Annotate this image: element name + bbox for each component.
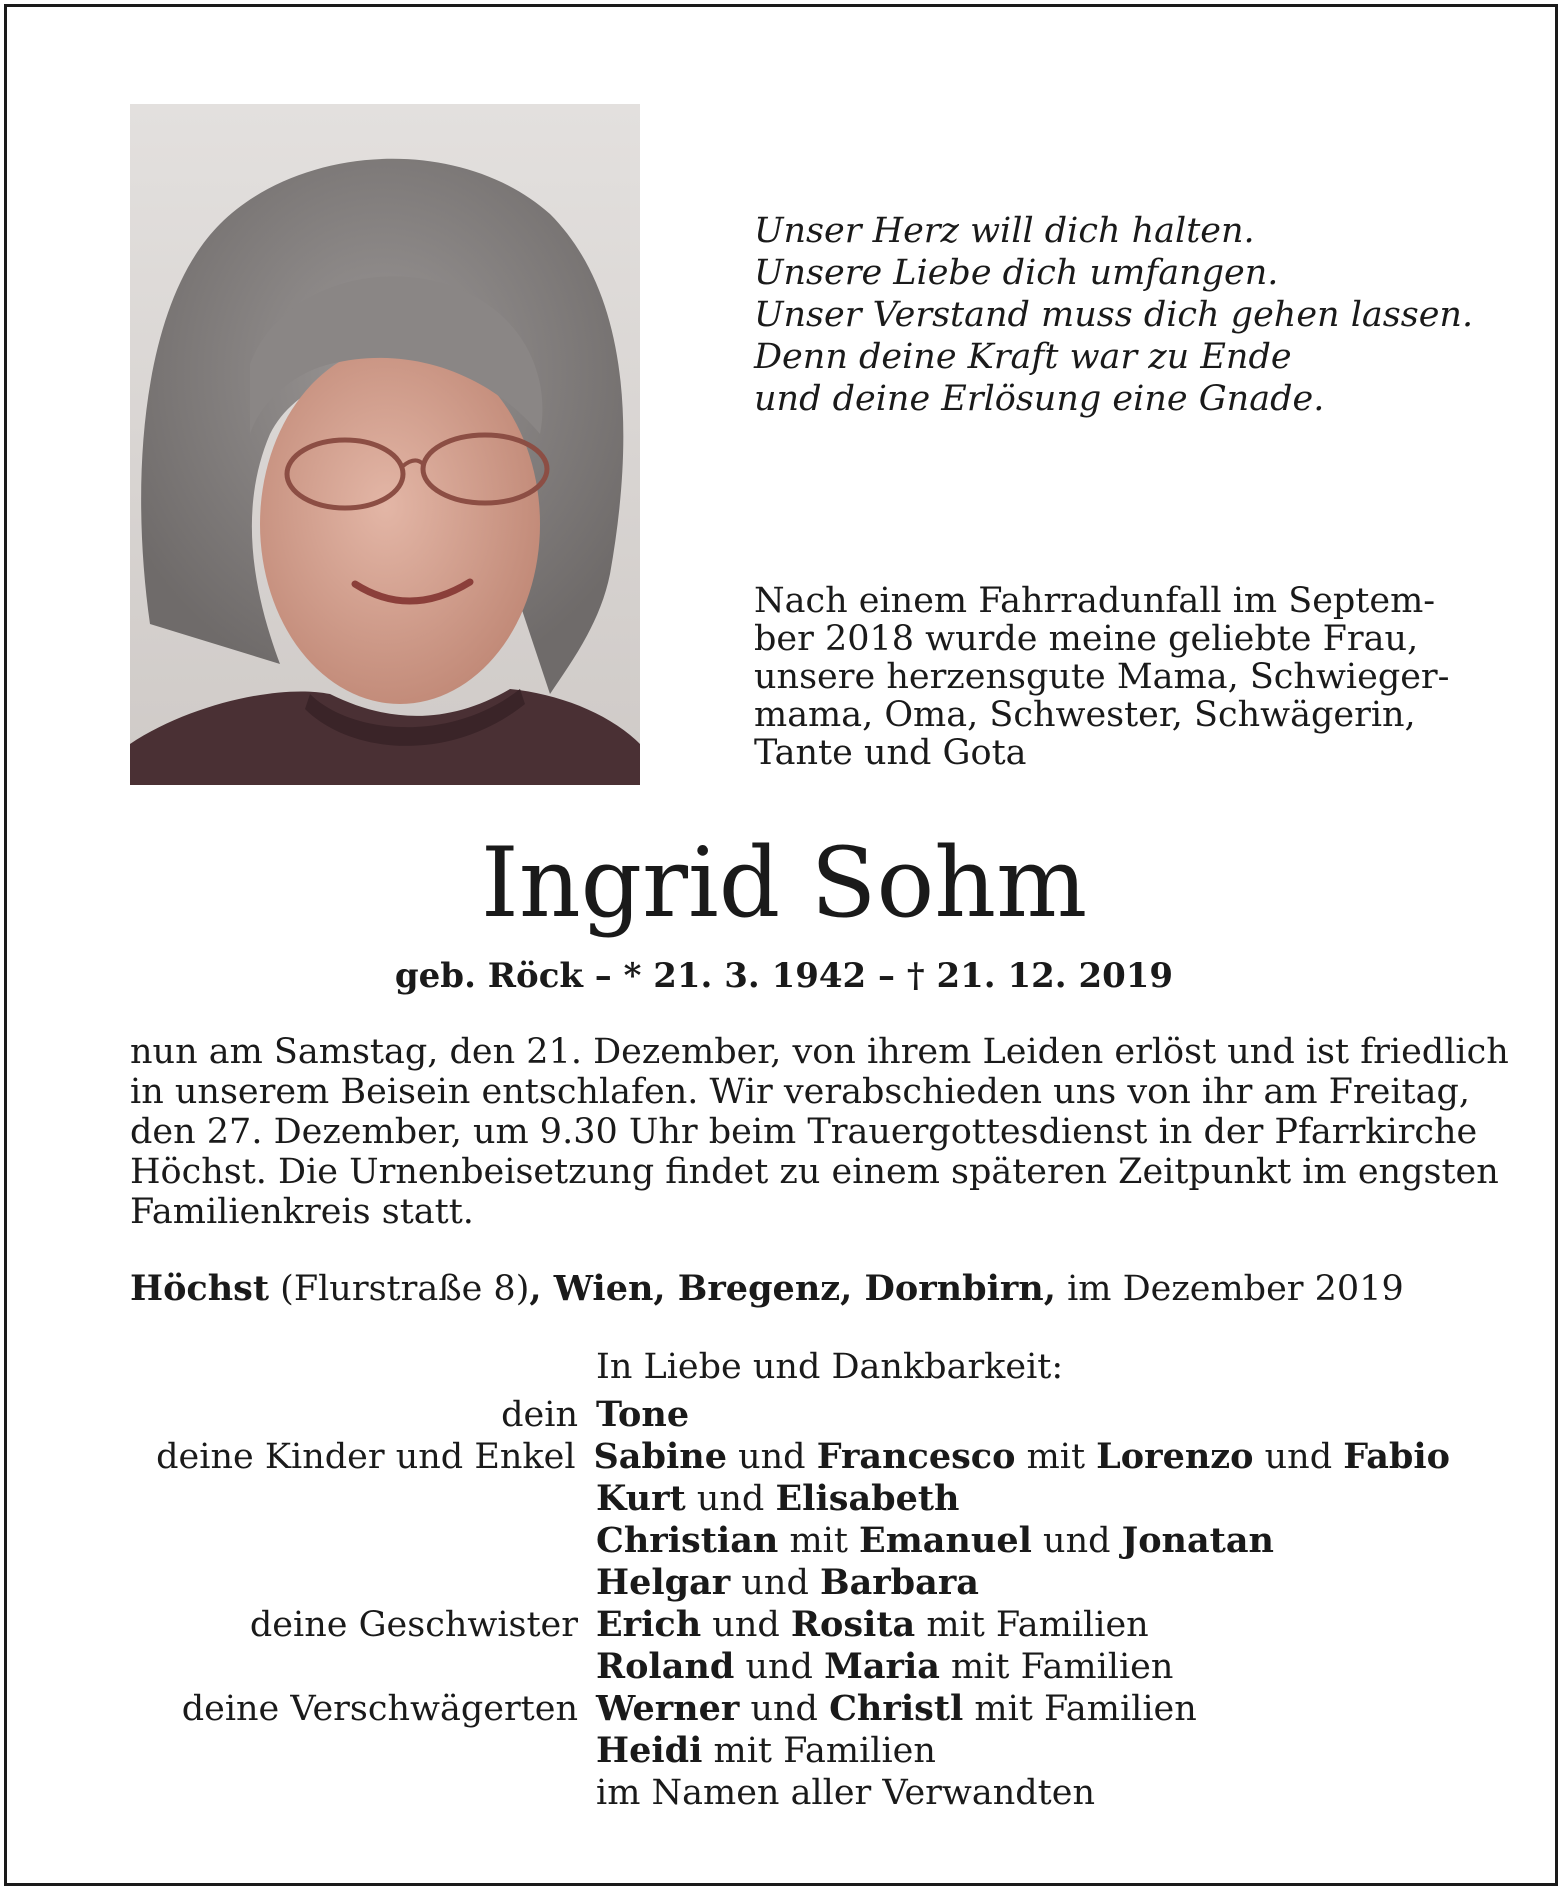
mourner-name: Christian [596,1520,779,1561]
mourner-name: Erich [596,1604,702,1645]
place-date: im Dezember 2019 [1055,1269,1404,1309]
mourner-names [596,1730,936,1772]
poem-line: Unser Herz will dich halten. [754,211,1255,251]
announcement-line: den 27. Dezember, um 9.30 Uhr beim Trauergottesdienst in der Pfarrkirche [130,1112,1478,1152]
relation-label [130,1562,596,1604]
birth-death-dates: geb. Röck – * 21. 3. 1942 – † 21. 12. 2019 [394,956,1174,996]
connector-text: und [701,1605,791,1645]
mourner-row [130,1520,1450,1562]
mourner-names [594,1436,1450,1478]
place-address: (Flurstraße 8) [269,1269,530,1309]
relation-label: deine Kinder und Enkel [156,1437,576,1477]
mourner-row [130,1436,1450,1478]
mourner-row [130,1730,1450,1772]
mourner-name: Francesco [816,1436,1016,1477]
place-and-date [130,1268,1404,1310]
relation-label: deine Geschwister [249,1605,578,1645]
relation-label [130,1520,596,1562]
connector-text: und [685,1479,776,1519]
mourner-names [596,1478,959,1520]
poem-line: und deine Erlösung eine Gnade. [754,379,1325,419]
mourner-name: Rosita [790,1604,916,1645]
mourner-row [130,1772,1450,1814]
connector-text: mit Familien [915,1605,1149,1645]
mourner-name: Helgar [596,1562,731,1603]
mourner-name: Tone [596,1394,690,1435]
relation-label [130,1730,596,1772]
connector-text: mit [778,1521,860,1561]
mourner-names [596,1394,689,1436]
announcement-text [130,1032,1509,1232]
place-main: Höchst [130,1268,270,1309]
mourner-name: Maria [824,1646,940,1687]
announcement-line: nun am Samstag, den 21. Dezember, von ihrem Leiden erlöst und ist friedlich [130,1032,1509,1072]
mourner-names [596,1520,1274,1562]
mourner-name: Barbara [819,1562,979,1603]
connector-text: mit Familien [702,1731,936,1771]
mourner-names [596,1772,1095,1814]
mourner-row [130,1394,1450,1436]
relation-label: dein [501,1395,578,1435]
mourner-name: Werner [596,1688,740,1729]
mourner-names [596,1646,1173,1688]
connector-text: und [730,1563,820,1603]
portrait-photo [130,104,640,785]
connector-text: mit Familien [939,1647,1174,1687]
connector-text: im Namen aller Verwandten [596,1773,1095,1813]
relation-label [130,1772,596,1814]
intro-line: ber 2018 wurde meine geliebte Frau, [754,619,1419,659]
intro-line: unsere herzensgute Mama, Schwieger- [754,657,1450,697]
intro-text [754,581,1450,773]
signoff: In Liebe und Dankbarkeit: [596,1347,1064,1387]
intro-line: Tante und Gota [754,733,1027,773]
poem-line: Denn deine Kraft war zu Ende [754,337,1292,377]
mourner-row [130,1688,1450,1730]
place-other-cities: , Wien, Bregenz, Dornbirn, [529,1268,1056,1309]
mourner-row [130,1646,1450,1688]
mourner-names [596,1562,979,1604]
portrait-illustration [130,104,640,785]
relation-label: deine Verschwägerten [181,1689,578,1729]
relation-label [130,1478,596,1520]
connector-text: mit [1015,1437,1097,1477]
mourner-name: Elisabeth [775,1478,960,1519]
poem-line: Unser Verstand muss dich gehen lassen. [754,295,1474,335]
connector-text: und [739,1689,830,1729]
mourner-name: Sabine [593,1436,727,1477]
mourner-name: Jonatan [1121,1520,1274,1561]
connector-text: und [734,1647,825,1687]
announcement-line: in unserem Beisein entschlafen. Wir verabschieden uns von ihr am Freitag, [130,1072,1471,1112]
connector-text: mit Familien [963,1689,1197,1729]
intro-line: Nach einem Fahrradunfall im Septem- [754,581,1436,621]
mourner-row [130,1478,1450,1520]
mourner-name: Kurt [596,1478,686,1519]
poem-line: Unsere Liebe dich umfangen. [754,253,1279,293]
mourner-name: Christl [829,1688,964,1729]
deceased-name: Ingrid Sohm [480,827,1088,939]
mourner-name: Fabio [1343,1436,1450,1477]
mourner-names [596,1604,1149,1646]
mourner-name: Lorenzo [1096,1436,1254,1477]
mourner-row [130,1604,1450,1646]
mourner-names [596,1688,1197,1730]
mourners-list [130,1394,1450,1814]
mourner-name: Roland [596,1646,735,1687]
mourner-name: Emanuel [859,1520,1032,1561]
connector-text: und [726,1437,817,1477]
connector-text: und [1253,1437,1344,1477]
mourner-row [130,1562,1450,1604]
intro-line: mama, Oma, Schwester, Schwägerin, [754,695,1416,735]
connector-text: und [1031,1521,1122,1561]
announcement-line: Familienkreis statt. [130,1192,474,1232]
poem [754,210,1474,420]
announcement-line: Höchst. Die Urnenbeisetzung findet zu einem späteren Zeitpunkt im engsten [130,1152,1499,1192]
mourner-name: Heidi [596,1730,703,1771]
relation-label [130,1646,596,1688]
